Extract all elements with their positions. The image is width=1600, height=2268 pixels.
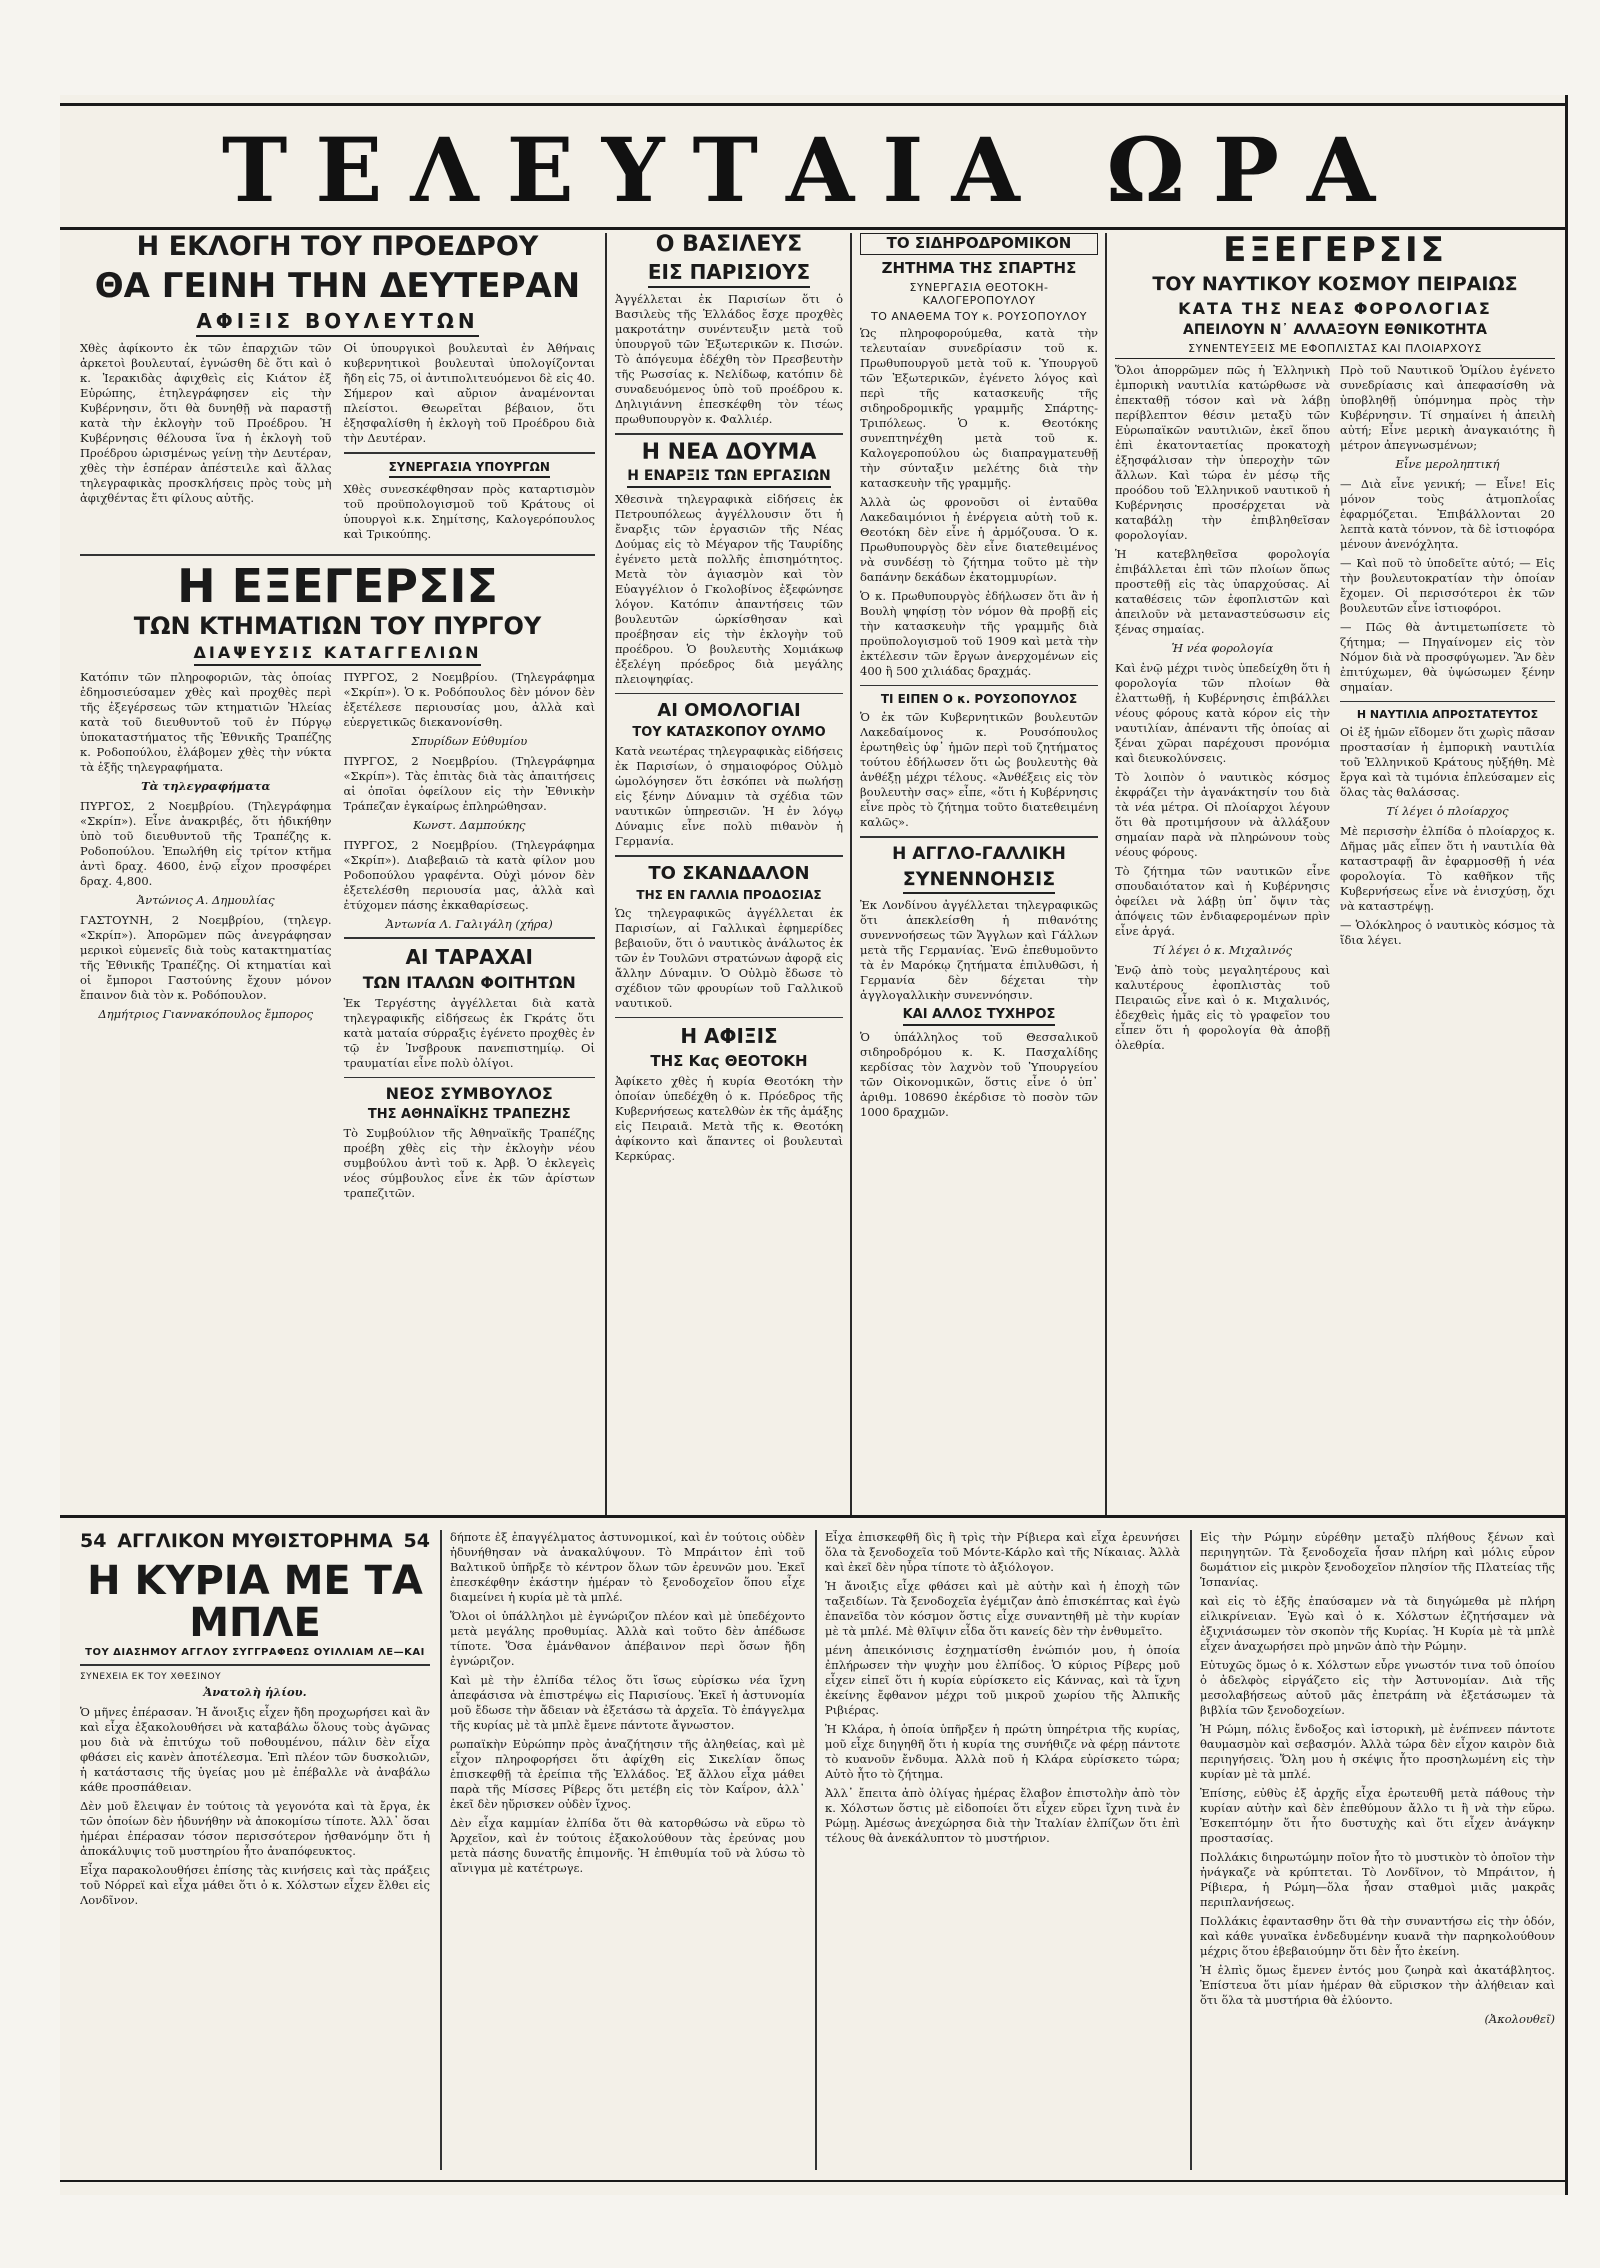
novel-continued: ΣΥΝΕΧΕΙΑ ΕΚ ΤΟΥ ΧΘΕΣΙΝΟΥ — [80, 1671, 222, 1682]
uprising-headline: Η ΕΞΕΓΕΡΣΙΣ — [177, 558, 498, 613]
divider — [344, 937, 596, 939]
uprising-kicker-wrap — [80, 643, 595, 666]
novel-paragraph: καὶ εἰς τὸ ἑξῆς ἐπαύσαμεν νὰ τὰ διηγώμεθα μὲ πλήρη εἰλικρίνειαν. Ἐγὼ καὶ ὁ κ. Χόλστων ἐζητήσαμεν νὰ ἐξιχνιάσωμεν τὸν σκοπὸν τῆς Κυρίας. Ἡ Κυρία μὲ τὰ μπλὲ εἶχεν ἀναχωρήσει πρὸ μηνῶν ἀπὸ τὴν Ρώμην. — [1200, 1594, 1555, 1653]
column-separator — [605, 233, 607, 1515]
naval-body-right — [1340, 363, 1555, 1057]
uprising-paragraph: ΠΥΡΓΟΣ, 2 Νοεμβρίου. (Τηλεγράφημα «Σκρίπ»). Ὁ κ. Ροδόπουλος δὲν μόνον δὲν ἐξετέλεσε περιουσίας μου, ἀλλὰ καὶ εὐεργετικῶς διεκανονίσθη. — [343, 670, 595, 730]
naval-paragraph: — Καὶ ποῦ τὸ ὑποδεῖτε αὐτό; — Εἰς τὴν βουλευτοκρατίαν τὴν ὁποίαν ἔχομεν. Οἱ περισσότεροι ἐκ τῶν βουλευτῶν εἶνε ἱστιοφόροι. — [1340, 555, 1555, 615]
uprising-paragraph: ΓΑΣΤΟΥΝΗ, 2 Νοεμβρίου, (τηλεγρ. «Σκρίπ»). Ἀπορῶμεν πῶς ἀνεγράφησαν μερικοὶ εὐμενεῖς διὰ τοὺς κατακτηματίας τῆς Ἐθνικῆς Τραπέζης. Οἱ κτηματίαι καὶ οἱ ἔμποροι Γαστούνης ἔχουν μόνον ἔπαινον διὰ τὸν κ. Ροδόπουλον. — [80, 913, 332, 1003]
signature: Ἀντωνία Λ. Γαλιγάλη (χήρα) — [385, 917, 553, 932]
novel-kicker — [80, 1530, 430, 1552]
novel-paragraph: Πολλάκις διηρωτώμην ποῖον ἦτο τὸ μυστικὸν τὸ ὁποῖον τὴν ἠνάγκαζε νὰ κρύπτεται. Τὸ Λονδῖνον, τὸ Μπράιτον, ἡ Ρίβιερα, ἡ Ρώμη—ὅλα ἦσαν σταθμοὶ μιᾶς μακρᾶς περιπλανήσεως. — [1200, 1850, 1555, 1909]
lucky-heading: ΚΑΙ ΑΛΛΟΣ ΤΥΧΗΡΟΣ — [903, 1007, 1056, 1026]
top-rule — [60, 103, 1565, 106]
signature: Κωνστ. Δαμπούκης — [413, 818, 526, 833]
novel-paragraph: Εὐτυχῶς ὅμως ὁ κ. Χόλστων εὗρε γνωστόν τινα τοῦ ὁποίου ὁ ἀδελφὸς εἰργάζετο εἰς τὴν Ἀστυνομίαν. Διὰ τῆς μεσολαβήσεως αὐτοῦ μᾶς ἐπετράπη νὰ ἐξετάσωμεν τὰ βιβλία τῶν ξενοδοχείων. — [1200, 1658, 1555, 1717]
president-body-right — [344, 341, 596, 546]
naval-paragraph: Ὅλοι ἀπορρῶμεν πῶς ἡ Ἑλληνικὴ ἐμπορικὴ ναυτιλία κατώρθωσε νὰ ἐπεκταθῇ τόσον καὶ νὰ λάβῃ περίβλεπτον θέσιν μεταξὺ τῶν Εὐρωπαϊκῶν ναυτιλιῶν, ἐκεῖ ὅπου ἐπὶ ἐκατονταετίας προκατοχὴ ἐξησφάλισαν τὴν ὑπεροχὴν τῶν ἄλλων. Καὶ τώρα ἐν μέσῳ τῆς προόδου τοῦ Ἑλληνικοῦ ναυτικοῦ ἡ Κυβέρνησις προσέρχεται νὰ καταβάλῃ τὴν ἐπιβληθεῖσαν φορολογίαν. — [1115, 362, 1330, 542]
novel-paragraph: μένη ἀπεικόνισις ἐσχηματίσθη ἐνώπιόν μου, ἡ ὁποία ἐπλήρωσεν τὴν ψυχὴν μου ἐλπίδος. Ὁ κύριος Ρίβερς μοῦ εἶχεν εἰπεῖ ὅτι ἡ κυρία εὑρίσκετο εἰς Κάννας, καὶ τὰ ἴχνη ἐκείνης ἔφθανον μέχρι τοῦ μικροῦ χωρίου τῆς Ἀλπικῆς Ριβιέρας. — [825, 1643, 1180, 1717]
column-separator — [1190, 1530, 1192, 2170]
railway-paragraph: Ἀλλὰ ὡς φρονοῦσι οἱ ἐνταῦθα Λακεδαιμόνιοι ἡ ἐνέργεια αὐτὴ τοῦ κ. Θεοτόκη δὲν εἶνε ἡ ἀρμόζουσα. Ὁ κ. Πρωθυπουργὸς δὲν εἶνε διατεθειμένος νὰ συνδέσῃ τὸ ζήτημα τοῦτο μὲ τὴν δαπάνην δεκάδων ἑκατομμυρίων. — [860, 494, 1098, 584]
naval-body — [1115, 363, 1555, 1057]
railway-paragraph: Ὁ κ. Πρωθυπουργὸς ἐδήλωσεν ὅτι ἂν ἡ Βουλὴ ψηφίσῃ τὸν νόμον θὰ προβῇ εἰς τὴν κατασκευὴν τῆς γραμμῆς διὰ προϋπολογισμοῦ τοῦ 1909 καὶ μετὰ τὴν ἐκτέλεσιν τῶν ἔργων ἀνερχομένων εἰς 400 ἢ 500 χιλιάδας δραχμάς. — [860, 588, 1098, 678]
naval-subheadline: ΤΟΥ ΝΑΥΤΙΚΟΥ ΚΟΣΜΟΥ ΠΕΙΡΑΙΩΣ — [1152, 272, 1518, 295]
novel-paragraph: Δὲν μοῦ ἔλειψαν ἐν τούτοις τὰ γεγονότα καὶ τὰ ἔργα, ἐκ τῶν ὁποίων δὲν ἠδυνήθην νὰ ἀποκομίσω τίποτε. Ἀλλ᾽ ὅσαι ἡμέραι ἐπέρασαν τόσον περισσότερον ἠσθανόμην ὅτι ἡ ἀποκάλυψις τοῦ μυστηρίου ἦτο ἀναπόφευκτος. — [80, 1798, 430, 1858]
naval-paragraph: Καὶ ἐνῷ μέχρι τινὸς ὑπεδείχθη ὅτι ἡ φορολογία τῶν πλοίων θὰ ἐλαττωθῇ, ἡ Κυβέρνησις ἐπιβάλλει νέους φόρους κατὰ κόρον εἰς τὴν ναυτιλίαν, ἀπέναντι τῆς ὁποίας αἱ ξέναι χῶραι παρέχουσι προνόμια καὶ διευκολύνσεις. — [1115, 660, 1330, 765]
naval-paragraph: — Ὁλόκληρος ὁ ναυτικὸς κόσμος τὰ ἴδια λέγει. — [1340, 918, 1555, 948]
cooperation-paragraph: Χθὲς συνεσκέφθησαν πρὸς καταρτισμὸν τοῦ προϋπολογισμοῦ τοῦ Κράτους οἱ ὑπουργοὶ κ.κ. Σημίτσης, Καλογερόπουλος καὶ Τρικούπης. — [343, 481, 595, 541]
naval-subheading: Ἡ νέα φορολογία — [1171, 640, 1274, 655]
newspaper-page — [60, 95, 1568, 2195]
scandal-subheadline: ΤΗΣ ΕΝ ΓΑΛΛΙΑ ΠΡΟΔΟΣΙΑΣ — [636, 887, 822, 902]
uprising-body — [80, 670, 595, 1205]
railway-kicker-secondary: ΣΥΝΕΡΓΑΣΙΑ ΘΕΟΤΟΚΗ-ΚΑΛΟΓΕΡΟΠΟΥΛΟΥ — [909, 280, 1049, 307]
divider — [615, 693, 843, 695]
novel-paragraph: Ἡ ἄνοιξις εἶχε φθάσει καὶ μὲ αὐτὴν καὶ ἡ ἐποχὴ τῶν ταξειδίων. Τὰ ξενοδοχεῖα ἐγέμιζαν ἀπὸ ἐπισκέπτας καὶ ἐγὼ ἐπανεῖδα τὸν κόσμον ὅστις εἶχε συναντηθῆ μὲ τὴν κυρίαν μὲ τὰ μπλέ. Μὲ θλῖψιν εἶδα ὅτι κανείς δὲν τὴν ἐνθυμεῖτο. — [825, 1579, 1180, 1638]
divider — [860, 836, 1098, 838]
duma-headline: Η ΝΕΑ ΔΟΥΜΑ — [641, 439, 817, 465]
president-body-left — [80, 341, 332, 546]
scandal-paragraph: Ὡς τηλεγραφικῶς ἀγγέλλεται ἐκ Παρισίων, αἱ Γαλλικαὶ ἐφημερίδες βεβαιοῦν, ὅτι ὁ ναυτικὸς ἀνάλωτος ἐκ τῶν ἐν Τουλῶνι στρατώνων ἀφορᾷ εἰς ἄλλην Δύναμιν. Ὁ Οὐλμὸ ἔδωσε τὸ σχέδιον τῶν φρουρίων τοῦ Γαλλικοῦ ναυτικοῦ. — [615, 905, 843, 1010]
advisor-subheadline: ΤΗΣ ΑΘΗΝΑΪΚΗΣ ΤΡΑΠΕΖΗΣ — [367, 1107, 571, 1123]
president-body — [80, 341, 595, 546]
telegrams-heading: Τὰ τηλεγραφήματα — [141, 779, 271, 794]
novel-column-1 — [80, 1530, 430, 2170]
naval-body-left — [1115, 363, 1330, 1057]
naval-paragraph: Ἡ κατεβληθεῖσα φορολογία ἐπιβάλλεται ἐπὶ τῶν πλοίων ὅπως προστεθῇ εἰς τὰς ὑπαρχούσας. Αἱ καταθέσεις τῶν ἐφοπλιστῶν καὶ ἀπειλοῦν νὰ μεταναστεύσωσιν εἰς ξένας σημαίας. — [1115, 546, 1330, 636]
novel-paragraph: Εἶχα παρακολουθήσει ἐπίσης τὰς κινήσεις καὶ τὰς πράξεις τοῦ Νόρρεϊ καὶ εἶχα μάθει ὅτι ὁ κ. Χόλστων εἶχεν ἔλθει εἰς Λονδῖνον. — [80, 1862, 430, 1907]
riots-subheadline: ΤΩΝ ΙΤΑΛΩΝ ΦΟΙΤΗΤΩΝ — [362, 972, 576, 992]
railway-headline: ΖΗΤΗΜΑ ΤΗΣ ΣΠΑΡΤΗΣ — [881, 258, 1077, 277]
divider — [615, 1017, 843, 1019]
confessions-paragraph: Κατὰ νεωτέρας τηλεγραφικὰς εἰδήσεις ἐκ Παρισίων, ὁ σημαιοφόρος Οὐλμὸ ὡμολόγησεν ὅτι ἐσκόπει νὰ πωλήσῃ εἰς ξένην Δύναμιν τὰ σχέδια τῶν ναυτικῶν ὑπηρεσιῶν. Ἡ ἐν λόγῳ Δύναμις εἶνε πολὺ πιθανὸν ἡ Γερμανία. — [615, 744, 843, 849]
naval-kicker-tertiary: ΣΥΝΕΝΤΕΥΞΕΙΣ ΜΕ ΕΦΟΠΛΙΣΤΑΣ ΚΑΙ ΠΛΟΙΑΡΧΟΥΣ — [1115, 342, 1555, 359]
installment-number: 54 — [403, 1530, 430, 1552]
advisor-headline: ΝΕΟΣ ΣΥΜΒΟΥΛΟΣ — [385, 1084, 553, 1104]
signature: Δημήτριος Γιαννακόπουλος ἔμπορος — [98, 1007, 314, 1022]
president-kicker: Η ΕΚΛΟΓΗ ΤΟΥ ΠΡΟΕΔΡΟΥ — [136, 233, 539, 262]
lucky-paragraph: Ὁ ὑπάλληλος τοῦ Θεσσαλικοῦ σιδηροδρόμου κ. Κ. Πασχαλίδης κερδίσας τὸν λαχνὸν τοῦ Ὑπουργείου τῶν Οἰκονομικῶν, ὅστις εἶνε ὁ ὑπ᾽ ἀριθμ. 108690 ἐκέρδισε τὸ ποσὸν τῶν 1000 δραχμῶν. — [860, 1029, 1098, 1119]
novel-paragraph: Ἡ ἐλπὶς ὅμως ἔμενεν ἐντός μου ζωηρὰ καὶ ἀκατάβλητος. Ἐπίστευα ὅτι μίαν ἡμέραν θὰ εὕρισκον τὴν ἀλήθειαν καὶ ὅτι ὅλα τὰ μυστήρια θὰ ἐλύοντο. — [1200, 1963, 1555, 2007]
president-subhead: ΑΦΙΞΙΣ ΒΟΥΛΕΥΤΩΝ — [196, 309, 478, 337]
divider — [615, 855, 843, 857]
naval-paragraph: Οἱ ἐξ ἡμῶν εἴδομεν ὅτι χωρὶς πᾶσαν προστασίαν ἡ ἐμπορικὴ ναυτιλία τοῦ Ἑλληνικοῦ Κράτους ηὐξήθη. Μὲ ἔργα καὶ τὰ τιμόνια ἐπλεύσαμεν εἰς ὅλας τὰς θαλάσσας. — [1340, 725, 1555, 800]
entente-paragraph: Ἐκ Λονδίνου ἀγγέλλεται τηλεγραφικῶς ὅτι ἀπεκλείσθη ἡ πιθανότης συνεννοήσεως τῶν Ἄγγλων καὶ Γάλλων μετὰ τῆς Γερμανίας. Ἐνῶ ἐπεθυμοῦντο τὰ ἐν Μαρόκῳ ζητήματα ἐπιλυθῶσι, ἡ Γερμανία δὲν δέχεται τὴν ἀγγλογαλλικὴν συνεννόησιν. — [860, 897, 1098, 1002]
naval-kicker-secondary: ΑΠΕΙΛΟΥΝ Ν᾽ ΑΛΛΑΞΟΥΝ ΕΘΝΙΚΟΤΗΤΑ — [1183, 321, 1487, 338]
naval-paragraph: Πρὸ τοῦ Ναυτικοῦ Ὁμίλου ἐγένετο συνεδρίασις καὶ ἀπεφασίσθη νὰ ὑποβληθῇ ὑπόμνημα πρὸς τὴν Κυβέρνησιν. Τί σημαίνει ἡ ἀπειλὴ αὐτή; Εἶνε μερικὴ ἀναγκαιότης ἢ μέτρον ἀπεγνωσμένων; — [1340, 362, 1555, 452]
cooperation-heading-wrap — [344, 460, 596, 478]
column-separator — [815, 1530, 817, 2170]
naval-paragraph: Τὸ ζήτημα τῶν ναυτικῶν εἶνε σπουδαιότατον καὶ ἡ Κυβέρνησις ὀφείλει νὰ λάβῃ ὑπ᾽ ὄψιν τὰς ἀπόψεις τῶν ἐνδιαφερομένων πρὶν εἶνε ἀργά. — [1115, 863, 1330, 938]
rousopoulos-paragraph: Ὁ ἐκ τῶν Κυβερνητικῶν βουλευτῶν Λακεδαίμονος κ. Ρουσόπουλος ἐρωτηθεὶς ὑφ᾽ ἡμῶν περὶ τοῦ ζητήματος τούτου ἐδήλωσεν ὅτι ὡς βουλευτὴς θὰ ἀνθέξῃ μέχρι τέλους. «Ἀνθέξεις εἰς τὸν βουλευτὴν σας» εἶπε, «ὅτι ἡ Κυβέρνησις εἶνε πρὸς τὸ ζήτημα τοῦτο διατεθειμένη καλῶς». — [860, 710, 1098, 830]
novel-paragraph: Ὁ μῆνες ἐπέρασαν. Ἡ ἄνοιξις εἶχεν ἤδη προχωρήσει καὶ ἂν καὶ εἶχα ἐξακολουθήσει νὰ καταβάλω ὅλους τοὺς ἀγῶνας μου διὰ νὰ ἐπιτύχω τοῦ ποθουμένου, πάλιν δὲν εἶχα φθάσει εἰς κανὲν ἀποτέλεσμα. Ἐπὶ πλέον τῶν δυσκολιῶν, ἡ κατάστασις τῆς ὑγείας μου μὲ ἐπέβαλλε νὰ ἀναβάλω κάθε προσπάθειαν. — [80, 1704, 430, 1794]
novel-paragraph: Δὲν εἶχα καμμίαν ἐλπίδα ὅτι θὰ κατορθώσω νὰ εὕρω τὸ Ἀρχεῖον, καὶ ἐν τούτοις ἐξακολούθουν τὰς ἐρεύνας μου μετὰ πάσης δυνατῆς ἐπιμονῆς. Ἡ ἐπιθυμία τοῦ νὰ λύσω τὸ αἴνιγμα μὲ κατέτρωγε. — [450, 1816, 805, 1875]
president-headline: ΘΑ ΓΕΙΝΗ ΤΗΝ ΔΕΥΤΕΡΑΝ — [94, 266, 581, 307]
uprising-paragraph: ΠΥΡΓΟΣ, 2 Νοεμβρίου. (Τηλεγράφημα «Σκρίπ»). Διαβεβαιῶ τὰ κατὰ φίλον μου Ροδοπούλου γραφέντα. Οὐχὶ μόνον δὲν ἐξετελέσθη περιουσία μας, ἀλλὰ καὶ ἐτύχομεν πάσης ἐκκαθαρίσεως. — [343, 838, 595, 913]
naval-paragraph: — Πῶς θὰ ἀντιμετωπίσετε τὸ ζήτημα; — Πηγαίνομεν εἰς τὸν Νόμον διὰ νὰ προσφύγωμεν. Ἂν δὲν ἐπιτύχωμεν, θὰ ὑψώσωμεν ξένην σημαίαν. — [1340, 619, 1555, 694]
novel-paragraph: Ἐπίσης, εὐθὺς ἐξ ἀρχῆς εἶχα ἐρωτευθῆ μετὰ πάθους τὴν κυρίαν αὐτὴν καὶ δὲν ἐπεθύμουν ἄλλο τι ἢ νὰ τὴν εὕρω. Ἐσκεπτόμην ὅτι ἦτο δυστυχὴς καὶ ὅτι εἶχεν ἀνάγκην προστασίας. — [1200, 1786, 1555, 1845]
signature: Σπυρίδων Εὐθυμίου — [411, 734, 528, 749]
column-separator — [440, 1530, 442, 2170]
arrival-paragraph: Ἀφίκετο χθὲς ἡ κυρία Θεοτόκη τὴν ὁποίαν ὑπεδέχθη ὁ κ. Πρόεδρος τῆς Κυβερνήσεως κατελθὼν ἐκ τῆς ἀμάξης εἰς Πειραιᾶ. Μετὰ τῆς κ. Θεοτόκη ἀφίκοντο καὶ ἅπαντες οἱ βουλευταὶ Κερκύρας. — [615, 1074, 843, 1164]
naval-subheading: Τί λέγει ὁ κ. Μιχαλινός — [1152, 942, 1293, 957]
riots-paragraph: Ἐκ Τεργέστης ἀγγέλλεται διὰ κατὰ τηλεγραφικῆς εἰδήσεως ἐκ Γκράτς ὅτι κατὰ ματαία σύρραξις ἐγένετο προχθὲς ἐν τῷ ἐν Ἰνσβρουκ πανεπιστημίῳ. Οἱ τραυματίαι εἶνε πολὺ ὀλίγοι. — [343, 995, 595, 1070]
divider — [80, 1664, 430, 1666]
scandal-headline: ΤΟ ΣΚΑΝΔΑΛΟΝ — [648, 862, 810, 884]
king-subhead-wrap — [615, 260, 843, 288]
duma-subheadline: Η ΕΝΑΡΞΙΣ ΤΩΝ ΕΡΓΑΣΙΩΝ — [627, 468, 830, 488]
masthead: ΤΕΛΕΥΤΑΙΑ ΩΡΑ — [221, 118, 1404, 222]
naval-kicker: ΚΑΤΑ ΤΗΣ ΝΕΑΣ ΦΟΡΟΛΟΓΙΑΣ — [1178, 298, 1492, 318]
railway-paragraph: Ὡς πληροφορούμεθα, κατὰ τὴν τελευταίαν συνεδρίασιν τοῦ κ. Πρωθυπουργοῦ μετὰ τοῦ κ. Ὑπουργοῦ τῶν Ἐξωτερικῶν, ἐγένετο λόγος καὶ περὶ τῆς κατασκευῆς τῆς σιδηροδρομικῆς γραμμῆς Σπάρτης-Τριπόλεως. Ὁ κ. Θεοτόκης συνεπτηνέχθη μετὰ τοῦ κ. Καλογεροπούλου ὡς διαπραγματευθῇ τὴν σύνταξιν μελέτης διὰ τὴν κατασκευὴν τῆς γραμμῆς. — [860, 325, 1098, 490]
novel-column-4 — [1200, 1530, 1555, 2170]
divider — [615, 433, 843, 435]
divider — [860, 685, 1098, 687]
navigation-heading: Η ΝΑΥΤΙΛΙΑ ΑΠΡΟΣΤΑΤΕΥΤΟΣ — [1356, 708, 1539, 722]
novel-paragraph: Πολλάκις ἐφαντασθην ὅτι θὰ τὴν συναντήσω εἰς τὴν ὁδόν, καὶ κάθε γυναῖκα ἐνδεδυμένην κυανᾶ τὴν παρηκολούθουν μέχρις ὅτου ἐβεβαιούμην ὅτι δὲν ἦτο ἐκείνη. — [1200, 1914, 1555, 1958]
signature: Ἀντώνιος Α. Δημουλίας — [136, 893, 275, 908]
railway-kicker: ΤΟ ΣΙΔΗΡΟΔΡΟΜΙΚΟΝ — [860, 233, 1098, 255]
novel-paragraph: Εἰς τὴν Ρώμην εὑρέθην μεταξὺ πλήθους ξένων καὶ περιηγητῶν. Τὰ ξενοδοχεῖα ἦσαν πλήρη καὶ μόλις εὗρον δωμάτιον εἰς μικρὸν ξενοδοχεῖον πλησίον τῆς Πλατείας τῆς Ἱσπανίας. — [1200, 1530, 1555, 1589]
column-naval — [1115, 233, 1555, 1515]
uprising-paragraph: Κατόπιν τῶν πληροφοριῶν, τὰς ὁποίας ἐδημοσιεύσαμεν χθὲς καὶ προχθὲς περὶ τῆς ἐξεγέρσεως τῶν κτηματιῶν Ἠλείας κατὰ τοῦ διευθυντοῦ τοῦ ἐν Πύργῳ ὑποκαταστήματος τῆς Ἐθνικῆς Τραπέζης κ. Ροδοπούλου, ἐλάβομεν χθὲς τὴν νύκτα τὰ ἑξῆς τηλεγραφήματα. — [80, 670, 332, 775]
novel-paragraph: Ὅλοι οἱ ὑπάλληλοι μὲ ἐγνώριζον πλέον καὶ μὲ ὑπεδέχοντο μετὰ μεγάλης προθυμίας. Ἀλλὰ καὶ τοῦτο δὲν ἀπέδωσε τίποτε. Ὅσα ἐμάνθανον ἀπέβαινον περὶ ὅσων ἤδη ἐγνώριζον. — [450, 1609, 805, 1668]
novel-paragraph: Ἡ Κλάρα, ἡ ὁποία ὑπῆρξεν ἡ πρώτη ὑπηρέτρια τῆς κυρίας, μοῦ εἶχε διηγηθῆ ὅτι ἡ κυρία της συνήθιζε νὰ φέρῃ πάντοτε τὸ κυανοῦν ἔνδυμα. Ἀλλὰ ποῦ ἡ Κλάρα εὑρίσκετο τώρα; Αὐτὸ ἦτο τὸ ζήτημα. — [825, 1722, 1180, 1781]
president-paragraph: Οἱ ὑπουργικοὶ βουλευταὶ ἐν Ἀθήναις κυβερνητικοὶ βουλευταὶ ὑπολογίζονται ἤδη εἰς 75, οἱ ἀντιπολιτευόμενοι δὲ εἰς 40. Σήμερον καὶ αὔριον ἀναμένονται πλείστοι. Θεωρεῖται βέβαιον, ὅτι ἐξησφαλίσθη ἡ ἐκλογὴ τοῦ Προέδρου διὰ τὴν Δευτέραν. — [343, 341, 595, 446]
column-president — [80, 233, 595, 1515]
uprising-body-right — [344, 670, 596, 1205]
column-railway — [860, 233, 1098, 1515]
riots-headline: ΑΙ ΤΑΡΑΧΑΙ — [405, 944, 533, 969]
novel-paragraph: ρωπαϊκὴν Εὐρώπην πρὸς ἀναζήτησιν τῆς ἀληθείας, καὶ μὲ εἶχον πληροφορήσει ὅτι ἀφίχθη εἰς Σικελίαν ὅπως ἐπισκεφθῇ τὰ ἐρείπια τῆς Ἑλλάδος. Ἐξ ἄλλου εἶχα μάθει παρὰ τῆς Μίσσες Ρίβερς ὅτι μετέβη εἰς τὸν Καΐρον, ἀλλ᾽ ἐκεῖ δὲν ηὕρισκεν οὐδὲν ἴχνος. — [450, 1737, 805, 1811]
novel-paragraph: Ἡ Ρώμη, πόλις ἔνδοξος καὶ ἱστορικὴ, μὲ ἐνέπνεεν πάντοτε θαυμασμὸν καὶ σεβασμόν. Ἀλλὰ τώρα δὲν εἶχον καιρὸν διὰ περιηγήσεις. Ὅλη μου ἡ σκέψις ἦτο προσηλωμένη εἰς τὴν κυρίαν μὲ τὰ μπλέ. — [1200, 1722, 1555, 1781]
novel-column-2 — [450, 1530, 805, 2170]
naval-headline: ΕΞΕΓΕΡΣΙΣ — [1223, 233, 1447, 270]
novel-paragraph: Ἀλλ᾽ ἔπειτα ἀπὸ ὀλίγας ἡμέρας ἔλαβον ἐπιστολὴν ἀπὸ τὸν κ. Χόλστων ὅστις μὲ εἰδοποίει ὅτι εἶχεν εὕρει ἴχνη τινὰ ἐν Ρώμῃ. Ἀμέσως ἀνεχώρησα διὰ τὴν Ἰταλίαν ἐλπίζων ὅτι ἐπὶ τέλους θὰ ἀνεκάλυπτον τὸ μυστήριον. — [825, 1786, 1180, 1845]
uprising-paragraph: ΠΥΡΓΟΣ, 2 Νοεμβρίου. (Τηλεγράφημα «Σκρίπ»). Τὰς ἐπιτὰς διὰ τὰς ἀπαιτήσεις αἱ ὁποῖαι ὀφείλουν εἰς τὴν Ἐθνικὴν Τράπεζαν ἐγκαίρως ἐπληρώθησαν. — [343, 754, 595, 814]
feuilleton-rule — [60, 1515, 1565, 1518]
duma-paragraph: Χθεσινὰ τηλεγραφικὰ εἰδήσεις ἐκ Πετρουπόλεως ἀγγέλλουσιν ὅτι ἡ ἔναρξις τῶν ἐργασιῶν τῆς Νέας Δούμας εἰς τὸ Μέγαρον τῆς Ταυρίδης ἐγένετο μετὰ πολλῆς ἐπισημότητος. Μετὰ τὸν ἁγιασμὸν καὶ τὸν Εὐαγγέλιον ὁ Γκολοβίνος ἐξεφώνησε λόγον. Κατόπιν ἀπαντήσεις τῶν βουλευτῶν ὡρκίσθησαν καὶ προέβησαν εἰς τὴν ἐκλογὴν τοῦ προέδρου. Ὁ βουλευτὴς Χομιάκωφ ἐξελέγη πρόεδρος διὰ μεγάλης πλειοψηφίας. — [615, 491, 843, 686]
uprising-kicker: ΔΙΑΨΕΥΣΙΣ ΚΑΤΑΓΓΕΛΙΩΝ — [194, 643, 482, 666]
railway-kicker-tertiary: ΤΟ ΑΝΑΘΕΜΑ ΤΟΥ κ. ΡΟΥΣΟΠΟΥΛΟΥ — [870, 309, 1087, 323]
naval-paragraph: Τὸ λοιπὸν ὁ ναυτικὸς κόσμος ἐκφράζει τὴν ἀγανάκτησίν του διὰ τὰ νέα μέτρα. Οἱ πλοίαρχοι λέγουν ὅτι θὰ προτιμήσουν νὰ ἀλλάξουν σημαίαν παρὰ νὰ πληρώνουν τοὺς νέους φόρους. — [1115, 769, 1330, 859]
king-headline: Ο ΒΑΣΙΛΕΥΣ — [655, 233, 803, 257]
novel-genre: ΑΓΓΛΙΚΟΝ ΜΥΘΙΣΤΟΡΗΜΑ — [117, 1530, 393, 1552]
masthead-rule — [60, 227, 1565, 230]
novel-column-3 — [825, 1530, 1180, 2170]
divider — [1340, 701, 1555, 703]
column-king — [615, 233, 843, 1515]
column-separator — [850, 233, 852, 1515]
divider — [344, 452, 596, 454]
duma-subhead-wrap — [615, 468, 843, 488]
divider — [344, 1077, 596, 1079]
confessions-headline: ΑΙ ΟΜΟΛΟΓΙΑΙ — [657, 700, 801, 722]
entente-subheadline: ΣΥΝΕΝΝΟΗΣΙΣ — [903, 868, 1056, 894]
uprising-subheadline: ΤΩΝ ΚΤΗΜΑΤΙΩΝ ΤΟΥ ΠΥΡΓΟΥ — [133, 611, 542, 640]
column-separator — [1105, 233, 1107, 1515]
uprising-body-left — [80, 670, 332, 1205]
naval-paragraph: Ἐνῷ ἀπὸ τοὺς μεγαλητέρους καὶ καλυτέρους ἐφοπλιστὰς τοῦ Πειραιῶς εἶνε καὶ ὁ κ. Μιχαλινός, ἐδεχθεὶς ἡμᾶς εἰς τὸ γραφεῖον του εἶπεν ὅτι ἡ φορολογία θὰ ἀποβῇ ὀλεθρία. — [1115, 962, 1330, 1052]
rousopoulos-heading: ΤΙ ΕΙΠΕΝ Ο κ. ΡΟΥΣΟΠΟΥΛΟΣ — [880, 692, 1078, 707]
novel-paragraph: δήποτε ἐξ ἐπαγγέλματος ἀστυνομικοί, καὶ ἐν τούτοις οὐδὲν ἠδυνήθησαν νὰ ἀνακαλύψουν. Τὸ Μπράιτον ἐπὶ τοῦ Βαλτικοῦ ὑπῆρξε τὸ κέντρον ὅλων τῶν ἐρευνῶν μου. Ἐκεῖ ἐπεσκέφθην ἑκάστην ἡμέραν τὸ ξενοδοχεῖον ὅπου εἶχε διαμείνει ἡ κυρία μὲ τὰ μπλέ. — [450, 1530, 805, 1604]
lucky-heading-wrap — [860, 1007, 1098, 1026]
novel-section-title: Ἀνατολὴ ἡλίου. — [203, 1684, 307, 1699]
novel-author: ΤΟΥ ΔΙΑΣΗΜΟΥ ΑΓΓΛΟΥ ΣΥΓΓΡΑΦΕΩΣ ΟΥΙΛΛΙΑΜ ΛΕ—ΚΑΙ — [85, 1647, 425, 1658]
naval-subheading: Εἶνε μεροληπτική — [1395, 456, 1500, 471]
novel-title: Η ΚΥΡΙΑ ΜΕ ΤΑ ΜΠΛΕ — [87, 1558, 423, 1646]
installment-number: 54 — [80, 1530, 107, 1552]
novel-paragraph: Εἶχα ἐπισκεφθῆ δὶς ἢ τρὶς τὴν Ρίβιερα καὶ εἶχα ἐρευνήσει ὅλα τὰ ξενοδοχεῖα τοῦ Μόντε-Κάρλο καὶ τῆς Νίκαιας. Ἀλλὰ καὶ ἐκεῖ δὲν ηὗρα τίποτε τὸ ἀξιόλογον. — [825, 1530, 1180, 1574]
king-paragraph: Ἀγγέλλεται ἐκ Παρισίων ὅτι ὁ Βασιλεὺς τῆς Ἑλλάδος ἔσχε προχθὲς μακροτάτην συνέντευξιν μετὰ τοῦ ὑπουργοῦ τῶν Ἐξωτερικῶν κ. Πισών. Τὸ ἀπόγευμα ἐδέχθη τὸν Πρεσβευτὴν τῆς Ρωσσίας κ. Νελίδωφ, κατόπιν δὲ συναδευόμενος ὑπὸ τοῦ προέδρου κ. Δηλιγιάννη ἐπεσκέφθη τὸν τέως πρωθυπουργὸν κ. Φαλλιέρ. — [615, 292, 843, 427]
novel-paragraph: Καὶ μὲ τὴν ἐλπίδα τέλος ὅτι ἴσως εὑρίσκω νέα ἴχνη ἀπεφάσισα νὰ ἐπιστρέψω εἰς Παρισίους. Ἐκεῖ ἡ ἀστυνομία μοῦ ἔδωσε τὴν ἄδειαν νὰ ἐξετάσω τὰ ἀρχεῖα. Τὸ ἐπάγγελμα τῆς κυρίας μὲ τὰ μπλὲ ἔμενε πάντοτε ἄγνωστον. — [450, 1673, 805, 1732]
cooperation-heading: ΣΥΝΕΡΓΑΣΙΑ ΥΠΟΥΡΓΩΝ — [389, 460, 550, 478]
arrival-subheadline: ΤΗΣ Κας ΘΕΟΤΟΚΗ — [650, 1052, 808, 1071]
president-subhead-wrap — [80, 309, 595, 337]
bottom-rule — [60, 2180, 1565, 2182]
king-subheadline: ΕΙΣ ΠΑΡΙΣΙΟΥΣ — [648, 260, 810, 288]
novel-continuation: (Ἀκολουθεῖ) — [1484, 2012, 1555, 2026]
advisor-paragraph: Τὸ Συμβούλιον τῆς Ἀθηναϊκῆς Τραπέζης προέβη χθὲς εἰς τὴν ἐκλογὴν νέου συμβούλου ἀντὶ τοῦ κ. Ἀρβ. Ὁ ἐκλεγεὶς νέος σύμβουλος εἶνε ἐκ τῶν ἀρίστων τραπεζιτῶν. — [343, 1126, 595, 1201]
arrival-headline: Η ΑΦΙΞΙΣ — [680, 1024, 778, 1049]
entente-headline: Η ΑΓΓΛΟ-ΓΑΛΛΙΚΗ — [892, 843, 1066, 864]
uprising-paragraph: ΠΥΡΓΟΣ, 2 Νοεμβρίου. (Τηλεγράφημα «Σκρίπ»). Εἶνε ἀνακριβές, ὅτι ἠδικήθην ὑπὸ τοῦ διευθυντοῦ τῆς Τραπέζης κ. Ροδοπούλου. Ἐπωλήθη εἰς τρίτον κτῆμα ἀντὶ δραχ. 4600, ἐνῷ εἶχον προσφέρει δραχ. 4,800. — [80, 799, 332, 889]
divider — [80, 554, 595, 556]
naval-paragraph: — Διὰ εἶνε γενική; — Εἶνε! Εἰς μόνον τοὺς ἀτμοπλοΐας ἐφαρμόζεται. Ἐπιβάλλονται 20 λεπτὰ κατὰ τόννον, τὰ δὲ ἱστιοφόρα μένουν ἀνενόχλητα. — [1340, 476, 1555, 551]
entente-subhead-wrap — [860, 868, 1098, 894]
president-paragraph: Χθὲς ἀφίκοντο ἐκ τῶν ἐπαρχιῶν τῶν ἀρκετοὶ βουλευταί, ἐγνώσθη δὲ ὅτι καὶ ὁ κ. Ἱερακιδὰς ἀφιχθεὶς εἰς Κιάτον ἐξ Εὐρώπης, ἐτηλεγράφησεν εἰς τὴν Κυβέρνησιν, ὅτι θὰ δυνηθῇ νὰ παραστῇ κατὰ τὴν ἐκλογὴν τοῦ Προέδρου. Ἡ Κυβέρνησις θέλουσα ἵνα ἡ ἐκλογὴ τοῦ Προέδρου ὡρισμένως γείνῃ τὴν Δευτέραν, χθὲς τὴν ἑσπέραν ἀπέστειλε καὶ ἄλλας τηλεγραφικὰς προσκλήσεις πρὸς τοὺς μὴ ἀφιχθέντας ἔτι φίλους αὐτῆς. — [80, 341, 332, 506]
naval-subheading: Τί λέγει ὁ πλοίαρχος — [1386, 804, 1509, 819]
confessions-subheadline: ΤΟΥ ΚΑΤΑΣΚΟΠΟΥ ΟΥΛΜΟ — [632, 725, 826, 741]
naval-paragraph: Μὲ περισσὴν ἐλπίδα ὁ πλοίαρχος κ. Δῆμας μᾶς εἶπεν ὅτι ἡ ναυτιλία θὰ καταστραφῇ ἂν ἐφαρμοσθῇ ἡ νέα φορολογία. Τὸ καθῆκον τῆς Κυβερνήσεως εἶνε νὰ ἐνισχύσῃ, ὄχι νὰ καταστρέψῃ. — [1340, 824, 1555, 914]
